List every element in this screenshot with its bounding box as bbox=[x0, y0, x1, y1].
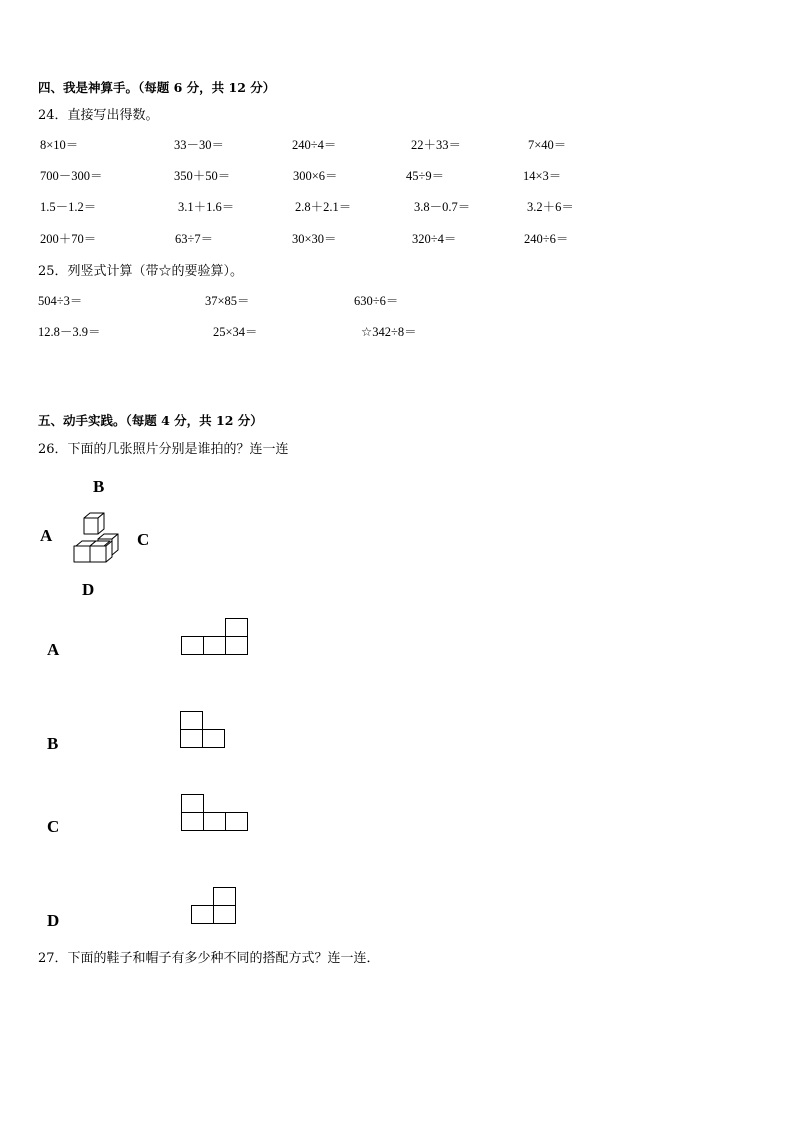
vertical-item: 25×34＝ bbox=[213, 325, 258, 339]
section-4-title: 四、我是神算手。（每题 6 分，共 12 分） bbox=[38, 80, 276, 95]
oral-item: 240÷4＝ bbox=[292, 138, 337, 152]
oral-item: 33－30＝ bbox=[174, 138, 225, 152]
oral-item: 45÷9＝ bbox=[406, 169, 445, 183]
view-label: B bbox=[47, 734, 59, 753]
view-shape-a bbox=[181, 618, 249, 656]
oral-item: 22＋33＝ bbox=[411, 138, 462, 152]
oral-item: 200＋70＝ bbox=[40, 232, 97, 246]
vertical-item: ☆342÷8＝ bbox=[361, 325, 417, 339]
oral-item: 8×10＝ bbox=[40, 138, 79, 152]
oral-item: 1.5－1.2＝ bbox=[40, 200, 97, 214]
vertical-item: 37×85＝ bbox=[205, 294, 250, 308]
view-shape-c bbox=[181, 794, 251, 832]
view-shape-b bbox=[180, 711, 227, 749]
oral-item: 700－300＝ bbox=[40, 169, 103, 183]
question-24: 24．直接写出得数。 bbox=[38, 108, 159, 123]
vertical-item: 12.8－3.9＝ bbox=[38, 325, 101, 339]
oral-item: 63÷7＝ bbox=[175, 232, 214, 246]
oral-item: 30×30＝ bbox=[292, 232, 337, 246]
direction-label-left: A bbox=[40, 526, 53, 545]
oral-item: 320÷4＝ bbox=[412, 232, 457, 246]
cube-stack-figure bbox=[70, 510, 122, 566]
section-5-title: 五、动手实践。（每题 4 分，共 12 分） bbox=[38, 413, 263, 428]
oral-item: 14×3＝ bbox=[523, 169, 562, 183]
oral-item: 3.2＋6＝ bbox=[527, 200, 574, 214]
oral-item: 350＋50＝ bbox=[174, 169, 231, 183]
view-label: C bbox=[47, 817, 60, 836]
view-label: D bbox=[47, 911, 60, 930]
oral-item: 3.8－0.7＝ bbox=[414, 200, 471, 214]
vertical-item: 630÷6＝ bbox=[354, 294, 399, 308]
oral-item: 2.8＋2.1＝ bbox=[295, 200, 352, 214]
question-26: 26．下面的几张照片分别是谁拍的？连一连 bbox=[38, 442, 289, 457]
question-25: 25．列竖式计算（带☆的要验算）。 bbox=[38, 264, 244, 279]
view-label: A bbox=[47, 640, 60, 659]
question-27: 27．下面的鞋子和帽子有多少种不同的搭配方式？连一连． bbox=[38, 951, 380, 966]
view-shape-d bbox=[191, 887, 238, 925]
oral-item: 240÷6＝ bbox=[524, 232, 569, 246]
vertical-item: 504÷3＝ bbox=[38, 294, 83, 308]
oral-item: 300×6＝ bbox=[293, 169, 338, 183]
oral-item: 3.1＋1.6＝ bbox=[178, 200, 235, 214]
direction-label-bottom: D bbox=[82, 580, 95, 599]
oral-item: 7×40＝ bbox=[528, 138, 567, 152]
direction-label-right: C bbox=[137, 530, 150, 549]
direction-label-top: B bbox=[93, 477, 105, 496]
